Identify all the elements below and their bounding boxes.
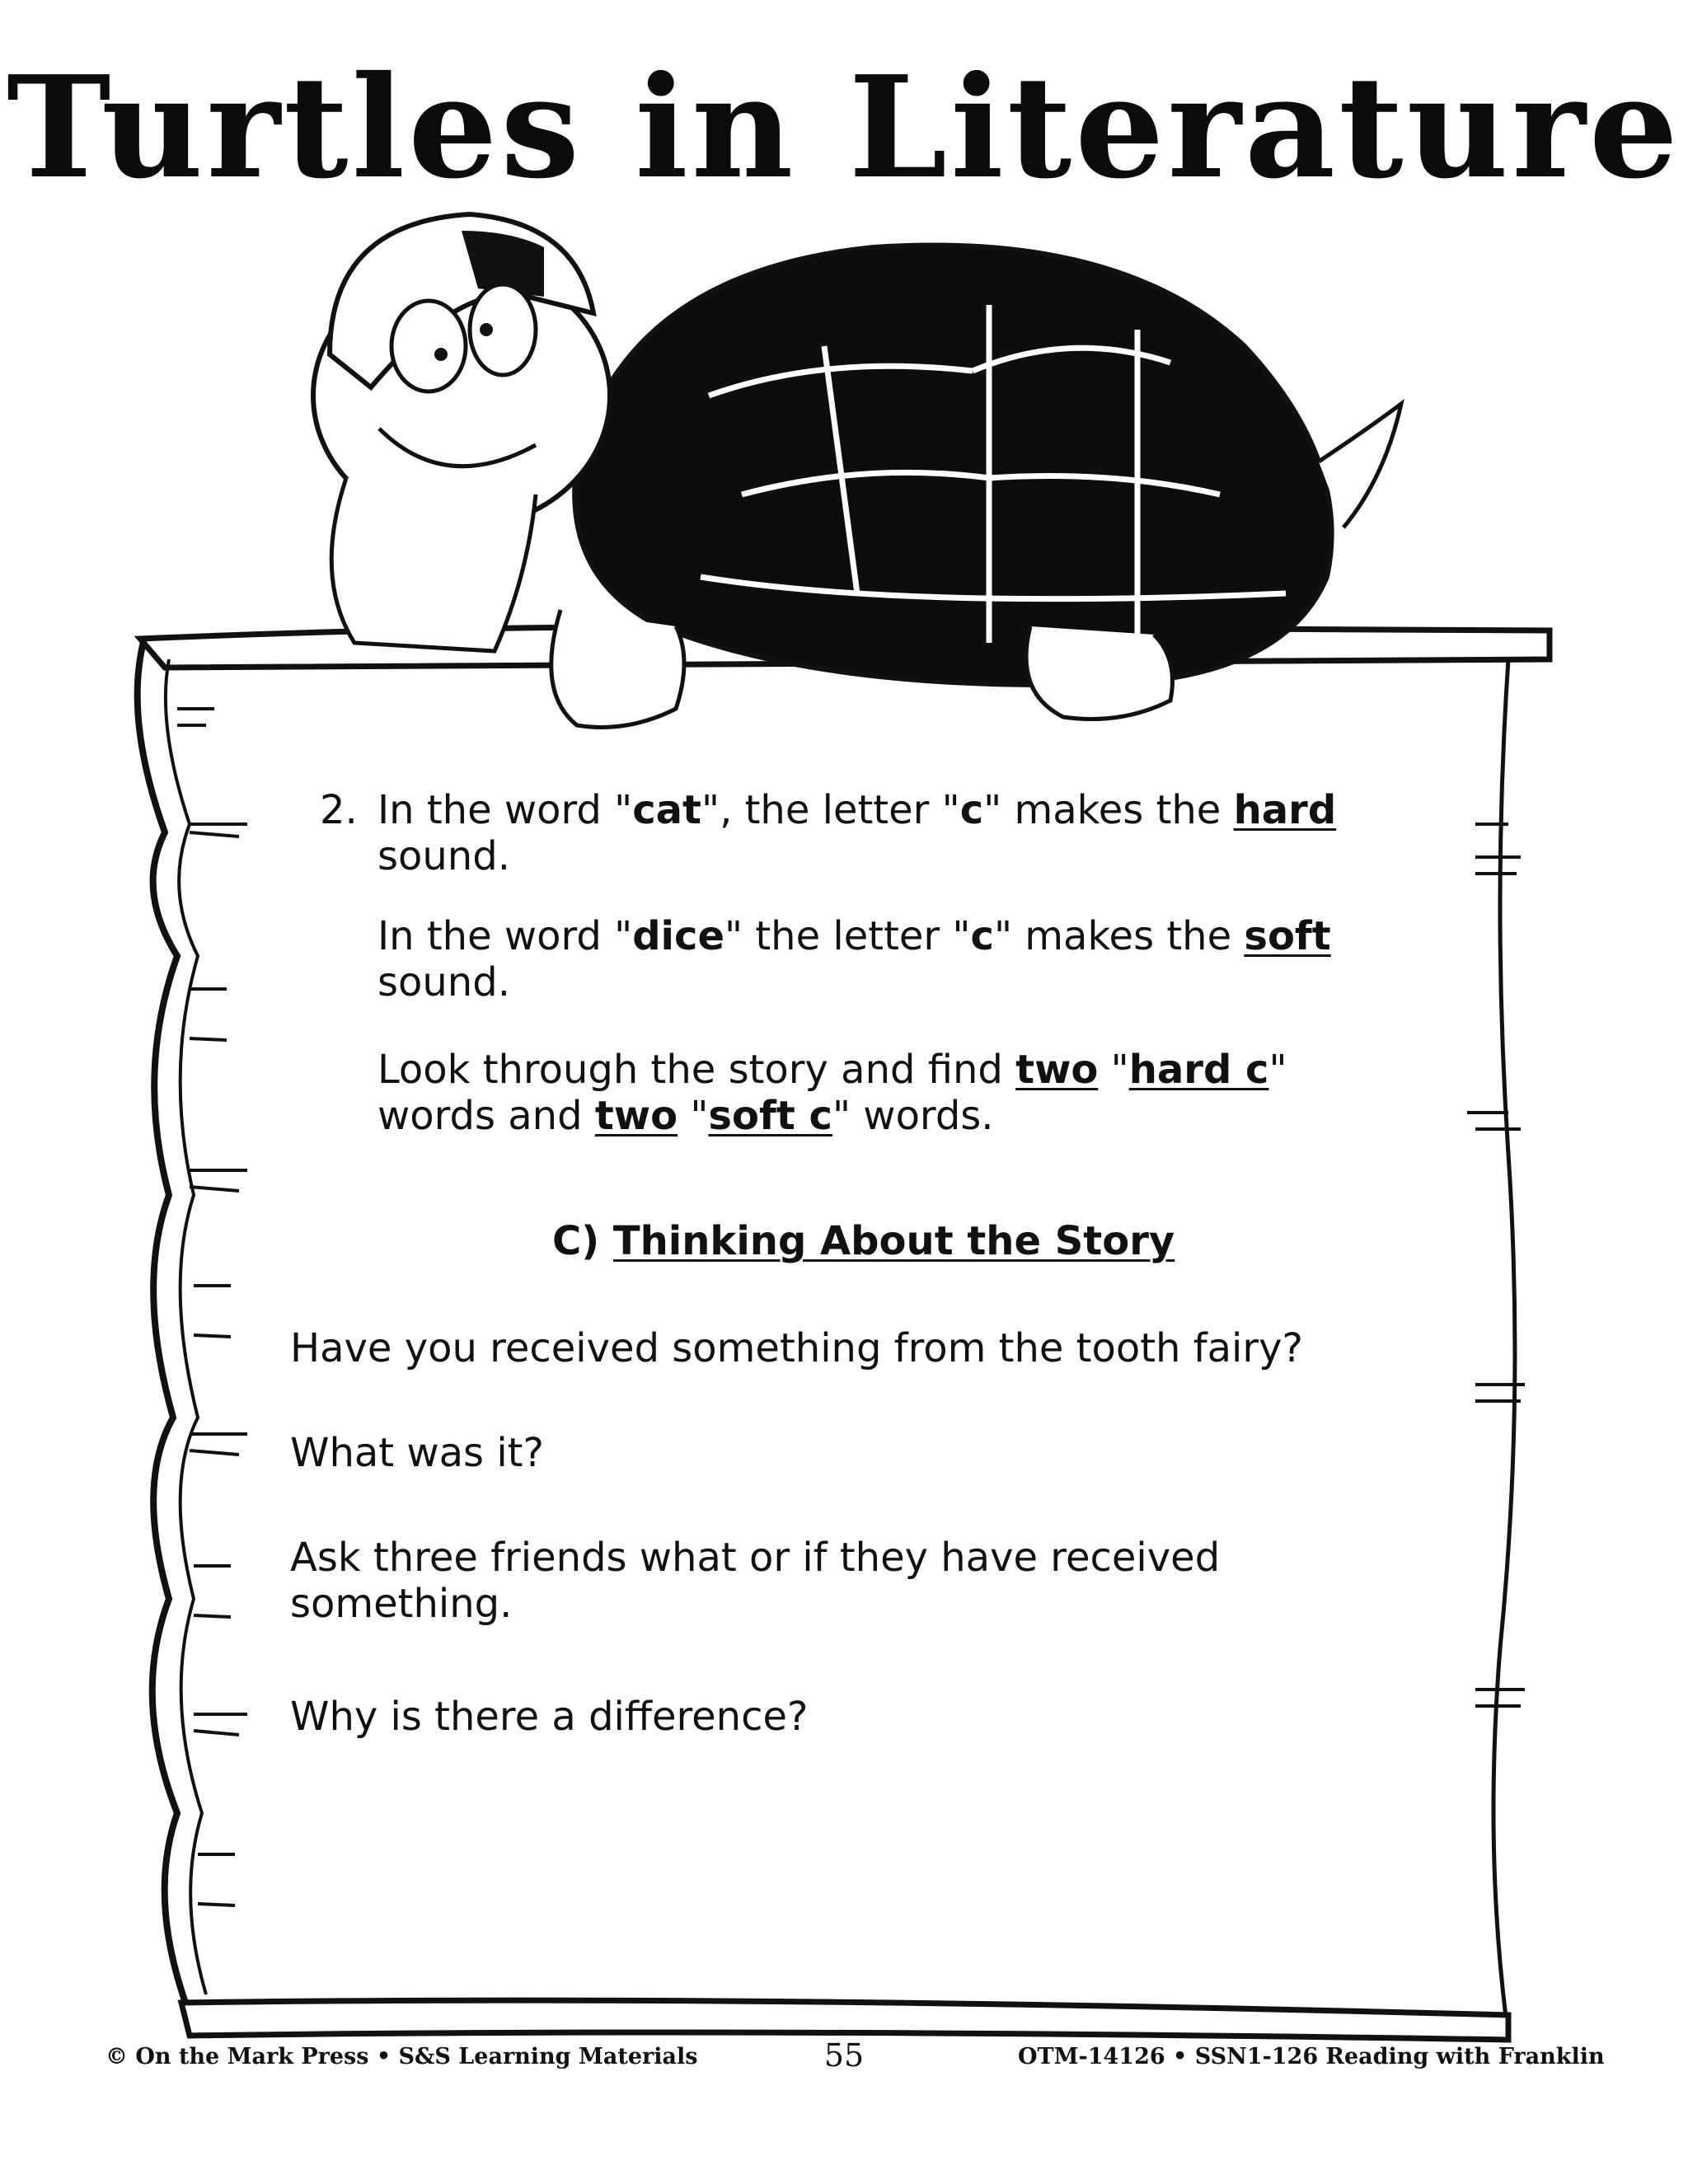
keyword-soft-c: soft c xyxy=(708,1093,832,1139)
footer-publisher: © On the Mark Press • S&S Learning Materials xyxy=(106,2044,698,2069)
keyword-hard: hard xyxy=(1233,787,1337,833)
keyword-letter-c: c xyxy=(970,913,994,959)
item2-line1: In the word "cat", the letter "c" makes the hard sound. xyxy=(377,787,1337,879)
keyword-letter-c: c xyxy=(959,787,984,833)
keyword-cat: cat xyxy=(632,787,701,833)
item2-line2: In the word "dice" the letter "c" makes the soft sound. xyxy=(377,913,1331,1005)
page-number: 55 xyxy=(823,2037,865,2074)
keyword-soft: soft xyxy=(1244,913,1331,959)
keyword-hard-c: hard c xyxy=(1128,1047,1269,1093)
keyword-two: two xyxy=(1015,1047,1099,1093)
page-title: Turtles in Literature xyxy=(7,45,1681,210)
section-c-title: Thinking About the Story xyxy=(612,1218,1175,1264)
question-4: Why is there a difference? xyxy=(290,1694,809,1740)
question-1: Have you received something from the tooth fairy? xyxy=(290,1325,1303,1371)
question-3: Ask three friends what or if they have received something. xyxy=(290,1535,1221,1627)
keyword-two: two xyxy=(594,1093,678,1139)
footer-product-code: OTM-14126 • SSN1-126 Reading with Franklin xyxy=(1018,2044,1605,2069)
item2-line3: Look through the story and find two "hard c" words and two "soft c" words. xyxy=(377,1047,1287,1139)
keyword-dice: dice xyxy=(632,913,725,959)
item-number: 2. xyxy=(320,787,358,833)
section-c-heading: C) Thinking About the Story xyxy=(552,1218,1175,1264)
question-2: What was it? xyxy=(290,1430,544,1476)
